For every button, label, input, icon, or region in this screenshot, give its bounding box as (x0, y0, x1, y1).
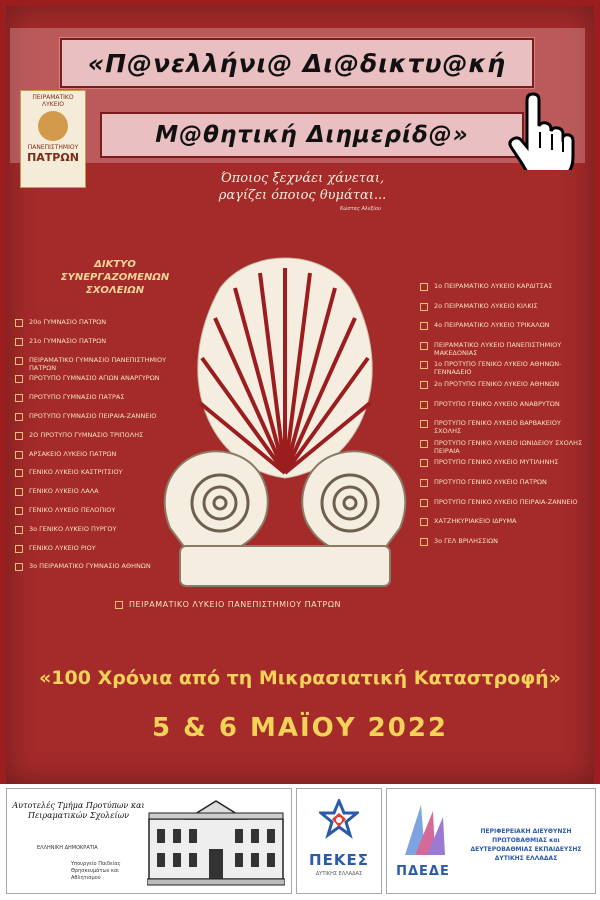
bullet-square-icon (15, 319, 23, 327)
list-item: 1ο ΠΡΟΤΥΠΟ ΓΕΝΙΚΟ ΛΥΚΕΙΟ ΑΘΗΝΩΝ-ΓΕΝΝΑΔΕΙΟ (420, 360, 590, 380)
title-banner-bottom (100, 112, 524, 158)
list-item: ΠΡΟΤΥΠΟ ΓΕΝΙΚΟ ΛΥΚΕΙΟ ΙΩΝΙΔΕΙΟΥ ΣΧΟΛΗΣ ΠΕΙΡΑΙΑ (420, 439, 590, 459)
quote-author: Κώστας Αλεξίου (340, 206, 381, 212)
sponsor-footer (0, 784, 600, 900)
network-title-line: ΣΧΟΛΕΙΩΝ (85, 285, 145, 296)
list-item: ΓΕΝΙΚΟ ΛΥΚΕΙΟ ΠΕΛΟΠΙΟΥ (15, 506, 185, 525)
neoclassical-building-icon (147, 797, 285, 887)
logo-top-text: ΠΕΙΡΑΜΑΤΙΚΟ ΛΥΚΕΙΟ (32, 94, 74, 108)
pdede-book-icon (399, 797, 447, 861)
host-school-label: ΠΕΙΡΑΜΑΤΙΚΟ ΛΥΚΕΙΟ ΠΑΝΕΠΙΣΤΗΜΙΟΥ ΠΑΤΡΩΝ (129, 600, 341, 609)
bullet-square-icon (420, 303, 428, 311)
host-school (115, 600, 341, 609)
school-emblem-icon (38, 111, 68, 141)
title-line-1: «Π@νελλήνι@ Δι@δικτυ@κή (87, 48, 507, 78)
list-item: 3ο ΓΕΝΙΚΟ ΛΥΚΕΙΟ ΠΥΡΓΟΥ (15, 525, 185, 544)
list-item: ΓΕΝΙΚΟ ΛΥΚΕΙΟ ΚΑΣΤΡΙΤΣΙΟΥ (15, 468, 185, 487)
ministry-republic-label: ΕΛΛΗΝΙΚΗ ΔΗΜΟΚΡΑΤΙΑ (37, 845, 98, 851)
bullet-square-icon (15, 488, 23, 496)
bullet-square-icon (15, 469, 23, 477)
event-title: «100 Χρόνια από τη Μικρασιατική Καταστροφή» (39, 667, 561, 689)
list-item: 3ο ΓΕΛ ΒΡΙΛΗΣΣΙΩΝ (420, 537, 590, 557)
list-item: ΠΡΟΤΥΠΟ ΓΕΝΙΚΟ ΛΥΚΕΙΟ ΑΝΑΒΡΥΤΩΝ (420, 400, 590, 420)
list-item: 2ο ΠΕΙΡΑΜΑΤΙΚΟ ΛΥΚΕΙΟ ΚΙΛΚΙΣ (420, 302, 590, 322)
bullet-square-icon (15, 394, 23, 402)
logo-city: ΠΑΤΡΩΝ (27, 151, 79, 164)
list-item: ΠΡΟΤΥΠΟ ΓΕΝΙΚΟ ΛΥΚΕΙΟ ΠΑΤΡΩΝ (420, 478, 590, 498)
bullet-square-icon (115, 601, 123, 609)
pdede-directorate: ΠΕΡΙΦΕΡΕΙΑΚΗ ΔΙΕΥΘΥΝΣΗ ΠΡΩΤΟΒΑΘΜΙΑΣ και ΔΕΥΤΕΡΟΒΑΘΜΙΑΣ ΕΚΠΑΙΔΕΥΣΗΣ ΔΥΤΙΚΗΣ ΕΛΛΑΔΑΣ (470, 828, 582, 862)
quote-line-1: Όποιος ξεχνάει χάνεται, (220, 171, 385, 186)
title-line-2: Μ@θητική Διημερίδ@» (155, 122, 469, 148)
pdede-logo-box (386, 788, 596, 894)
bullet-square-icon (420, 420, 428, 428)
bullet-square-icon (420, 479, 428, 487)
ministry-logo-box (6, 788, 292, 894)
list-item: ΠΡΟΤΥΠΟ ΓΥΜΝΑΣΙΟ ΠΕΙΡΑΙΑ-ΖΑΝΝΕΙΟ (15, 412, 185, 431)
bullet-square-icon (15, 432, 23, 440)
hand-cursor-icon (505, 92, 575, 170)
bullet-square-icon (15, 338, 23, 346)
bullet-square-icon (15, 413, 23, 421)
list-item: ΠΡΟΤΥΠΟ ΓΕΝΙΚΟ ΛΥΚΕΙΟ ΒΑΡΒΑΚΕΙΟΥ ΣΧΟΛΗΣ (420, 419, 590, 439)
logo-university: ΠΑΝΕΠΙΣΤΗΜΙΟΥ (27, 144, 79, 151)
network-title-line: ΔΙΚΤΥΟ (94, 259, 136, 270)
list-item: ΓΕΝΙΚΟ ΛΥΚΕΙΟ ΡΙΟΥ (15, 544, 185, 563)
title-banner-top (60, 38, 534, 88)
bullet-square-icon (15, 507, 23, 515)
bullet-square-icon (420, 499, 428, 507)
list-item: 20ο ΓΥΜΝΑΣΙΟ ΠΑΤΡΩΝ (15, 318, 185, 337)
list-item: 21ο ΓΥΜΝΑΣΙΟ ΠΑΤΡΩΝ (15, 337, 185, 356)
list-item: 4ο ΠΕΙΡΑΜΑΤΙΚΟ ΛΥΚΕΙΟ ΤΡΙΚΑΛΩΝ (420, 321, 590, 341)
list-item: ΠΡΟΤΥΠΟ ΓΕΝΙΚΟ ΛΥΚΕΙΟ ΠΕΙΡΑΙΑ-ΖΑΝΝΕΙΟ (420, 498, 590, 518)
bullet-square-icon (15, 545, 23, 553)
list-item: ΠΡΟΤΥΠΟ ΓΥΜΝΑΣΙΟ ΠΑΤΡΑΣ (15, 393, 185, 412)
bullet-square-icon (420, 440, 428, 448)
bullet-square-icon (420, 361, 428, 369)
bullet-square-icon (420, 283, 428, 291)
list-item: 2Ο ΠΡΟΤΥΠΟ ΓΥΜΝΑΣΙΟ ΤΡΙΠΟΛΗΣ (15, 431, 185, 450)
bullet-square-icon (15, 451, 23, 459)
bullet-square-icon (420, 518, 428, 526)
school-logo (20, 90, 86, 188)
quote-line-2: ραγίζει όποιος θυμάται... (218, 188, 387, 203)
anthemion-ornament-icon (150, 228, 420, 593)
schools-list-right (420, 282, 590, 556)
bullet-square-icon (15, 375, 23, 383)
list-item: ΠΡΟΤΥΠΟ ΓΥΜΝΑΣΙΟ ΑΓΙΩΝ ΑΝΑΡΓΥΡΩΝ (15, 374, 185, 393)
bullet-square-icon (15, 357, 23, 365)
bullet-square-icon (15, 526, 23, 534)
list-item: ΧΑΤΖΗΚΥΡΙΑΚΕΙΟ ΙΔΡΥΜΑ (420, 517, 590, 537)
network-title-line: ΣΥΝΕΡΓΑΖΟΜΕΝΩΝ (60, 272, 170, 283)
list-item: ΠΕΙΡΑΜΑΤΙΚΟ ΛΥΚΕΙΟ ΠΑΝΕΠΙΣΤΗΜΙΟΥ ΜΑΚΕΔΟΝΙΑΣ (420, 341, 590, 361)
ministry-dept-title: Αυτοτελές Τμήμα Προτύπων και Πειραματικών Σχολείων (12, 801, 145, 820)
list-item: ΑΡΣΑΚΕΙΟ ΛΥΚΕΙΟ ΠΑΤΡΩΝ (15, 450, 185, 469)
list-item: ΓΕΝΙΚΟ ΛΥΚΕΙΟ ΛΑΛΑ (15, 487, 185, 506)
bullet-square-icon (420, 322, 428, 330)
list-item: 3ο ΠΕΙΡΑΜΑΤΙΚΟ ΓΥΜΝΑΣΙΟ ΑΘΗΝΩΝ (15, 562, 185, 581)
bullet-square-icon (420, 342, 428, 350)
pekes-logo-box (296, 788, 382, 894)
ministry-name: Υπουργείο Παιδείας Θρησκευμάτων και Αθλητισμού (71, 861, 121, 881)
bullet-square-icon (420, 401, 428, 409)
list-item: 1ο ΠΕΙΡΑΜΑΤΙΚΟ ΛΥΚΕΙΟ ΚΑΡΔΙΤΣΑΣ (420, 282, 590, 302)
event-date: 5 & 6 ΜΑΪΟΥ 2022 (151, 713, 449, 743)
bullet-square-icon (420, 381, 428, 389)
quote (175, 170, 430, 204)
list-item: 2ο ΠΡΟΤΥΠΟ ΓΕΝΙΚΟ ΛΥΚΕΙΟ ΑΘΗΝΩΝ (420, 380, 590, 400)
schools-list-left (15, 318, 185, 581)
bullet-square-icon (15, 563, 23, 571)
pdede-label: ΠΔΕΔΕ (396, 864, 450, 879)
list-item: ΠΡΟΤΥΠΟ ΓΕΝΙΚΟ ΛΥΚΕΙΟ ΜΥΤΙΛΗΝΗΣ (420, 458, 590, 478)
pekes-label: ΠΕΚΕΣ (309, 851, 369, 869)
list-item: ΠΕΙΡΑΜΑΤΙΚΟ ΓΥΜΝΑΣΙΟ ΠΑΝΕΠΙΣΤΗΜΙΟΥ ΠΑΤΡΩΝ (15, 356, 185, 375)
bullet-square-icon (420, 459, 428, 467)
pekes-star-icon (319, 799, 359, 845)
bullet-square-icon (420, 538, 428, 546)
pekes-sub: ΔΥΤΙΚΗΣ ΕΛΛΑΔΑΣ (315, 871, 363, 877)
